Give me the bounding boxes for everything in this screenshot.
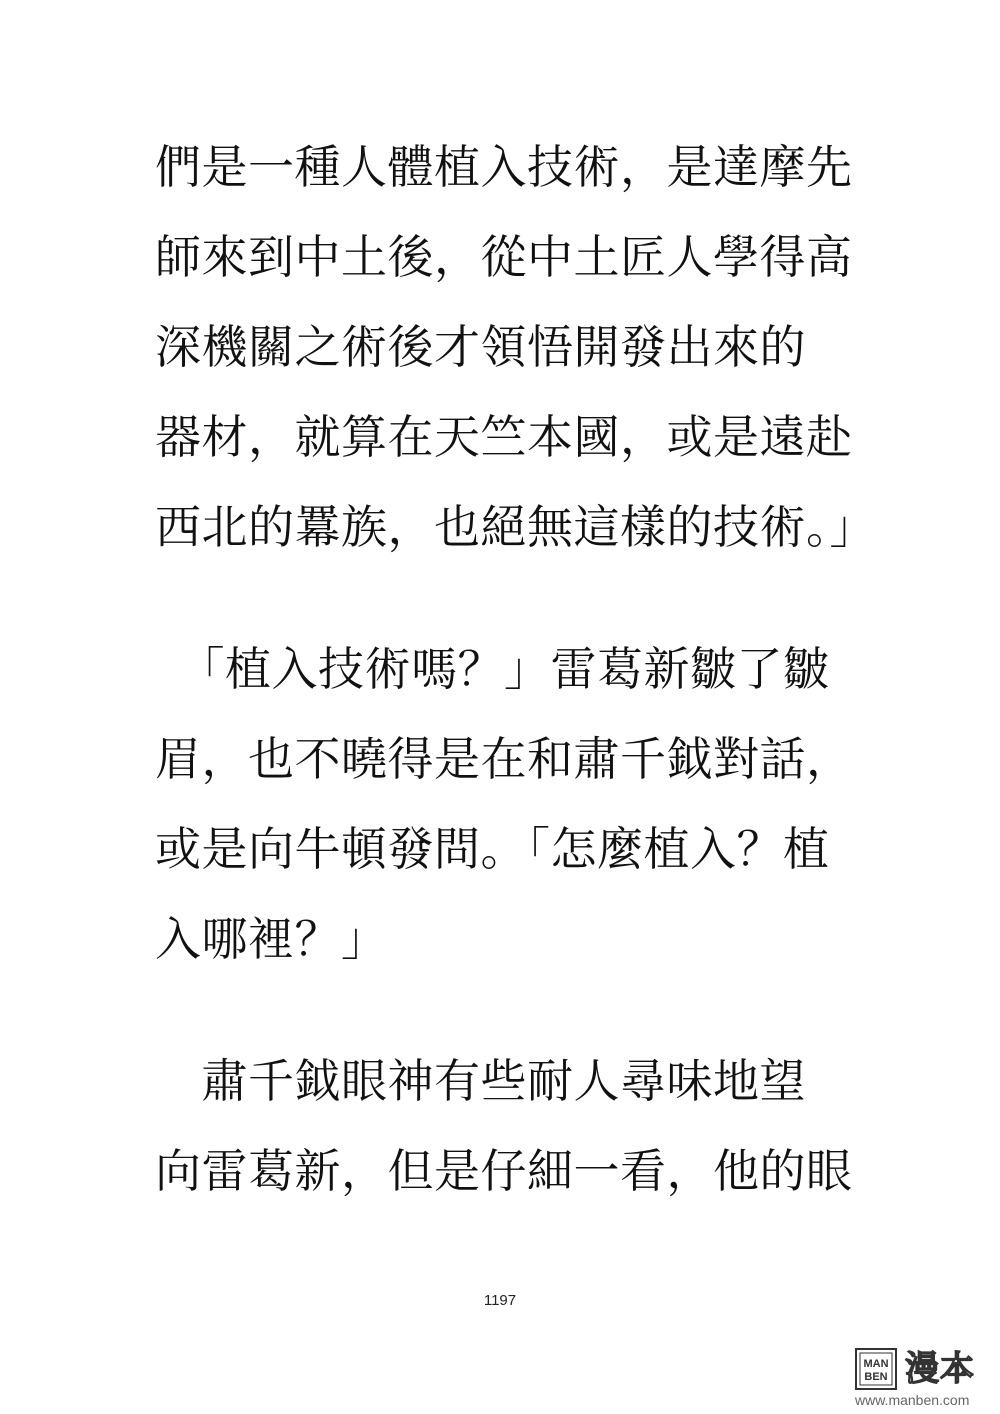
body-text [155,132,876,1226]
text-line: 西北的羃族，也絕無這樣的技術。」 [155,500,876,554]
manben-logo-icon [855,1348,897,1390]
page-number: 1197 [483,1292,517,1309]
text-line: 向雷葛新，但是仔細一看，他的眼 [155,1144,853,1198]
text-line: 器材，就算在天竺本國，或是遠赴 [155,410,853,464]
svg-text:MAN: MAN [863,1358,889,1370]
paragraph-gap [155,582,855,634]
watermark-brand: 漫本 [905,1349,975,1389]
text-line: 肅千鉞眼神有些耐人尋味地望 [155,1054,806,1108]
text-line: 們是一種人體植入技術，是達摩先 [155,140,853,194]
text-line: 眉，也不曉得是在和肅千鉞對話， [155,732,853,786]
text-line: 「植入技術嗎？」雷葛新皺了皺 [155,642,830,696]
text-line: 或是向牛頓發問。「怎麼植入？植 [155,822,830,876]
text-line: 師來到中土後，從中土匠人學得高 [155,230,853,284]
paragraph-gap [155,994,855,1046]
watermark [855,1348,995,1410]
svg-text:BEN: BEN [864,1371,888,1383]
text-line: 深機關之術後才領悟開發出來的 [155,320,806,374]
watermark-url: www.manben.com [855,1392,970,1408]
text-line: 入哪裡？」 [155,912,388,966]
